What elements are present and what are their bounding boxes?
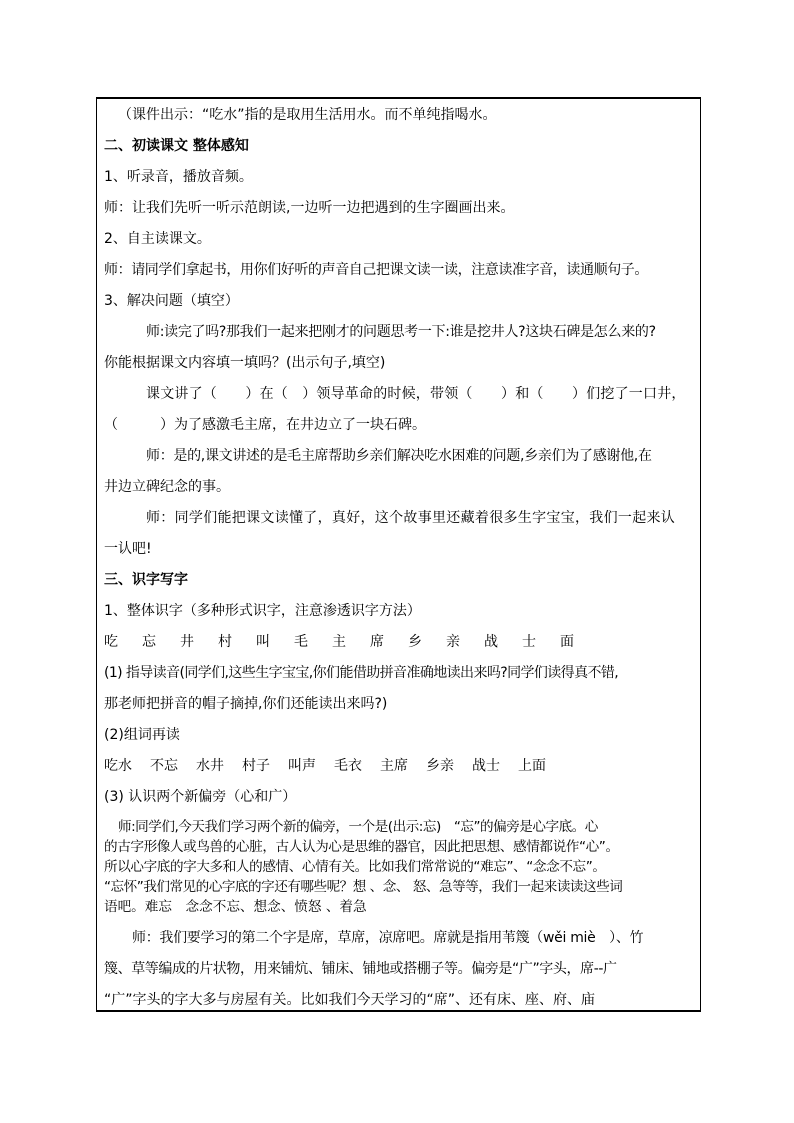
step-listen: 1、听录音，播放音频。 [104, 169, 253, 185]
radical-paragraph: “忘怀”我们常见的心字底的字还有哪些呢？想 、念、 怒、急等等，我们一起来读读这些词 [104, 879, 623, 895]
radical-paragraph: 语吧。难忘 念念不忘、想念、愤怒 、着急 [104, 899, 367, 915]
teacher-line: 一认吧! [104, 541, 152, 557]
step-read: 2、自主读课文。 [104, 231, 211, 247]
character-item: 面 [560, 634, 574, 650]
character-item: 毛 [294, 634, 308, 650]
teacher-line: 篾、草等编成的片状物，用来铺炕、铺床、铺地或搭棚子等。偏旁是“广”字头，席--广 [104, 961, 617, 977]
character-item: 主 [332, 634, 346, 650]
section-heading-3: 三、识字写字 [104, 572, 188, 588]
word-item: 吃水 [104, 758, 132, 774]
character-item: 吃 [104, 634, 118, 650]
step-pronunciation: (1) 指导读音(同学们,这些生字宝宝,你们能借助拼音准确地读出来吗?同学们读得真不错, [104, 665, 619, 681]
teacher-line: 师：让我们先听一听示范朗读,一边听一边把遇到的生字圈画出来。 [104, 200, 515, 216]
radical-paragraph: 所以心字底的字大多和人的感情、心情有关。比如我们常常说的“难忘”、“念念不忘”。 [104, 859, 606, 875]
word-item: 主席 [380, 758, 408, 774]
courseware-note: （课件出示：“吃水”指的是取用生活用水。而不单纯指喝水。 [118, 107, 497, 123]
teacher-line: 师：请同学们拿起书，用你们好听的声音自己把课文读一读，注意读准字音，读通顺句子。 [104, 262, 648, 278]
word-item: 战士 [472, 758, 500, 774]
step-words: (2)组词再读 [104, 727, 180, 743]
teacher-line: 师：我们要学习的第二个字是席，草席，凉席吧。席就是指用苇篾（wěi miè ）、竹 [132, 930, 644, 946]
character-item: 村 [218, 634, 232, 650]
teacher-line: 师：同学们能把课文读懂了，真好，这个故事里还藏着很多生字宝宝，我们一起来认 [146, 510, 676, 526]
character-item: 井 [180, 634, 194, 650]
step-solve: 3、解决问题（填空） [104, 293, 239, 309]
character-item: 乡 [408, 634, 422, 650]
character-item: 亲 [446, 634, 460, 650]
word-item: 村子 [242, 758, 270, 774]
fill-blank-sentence: （ ）为了感激毛主席，在井边立了一块石碑。 [104, 417, 426, 433]
radical-paragraph: 的古字形像人或鸟兽的心脏，古人认为心是思维的器官，因此把思想、感情都说作“心”。 [104, 839, 619, 855]
teacher-line: 师:读完了吗?那我们一起来把刚才的问题思考一下:谁是挖井人?这块石碑是怎么来的? [146, 324, 656, 340]
word-item: 毛衣 [334, 758, 362, 774]
word-item: 乡亲 [426, 758, 454, 774]
word-item: 水井 [196, 758, 224, 774]
section-heading-2: 二、初读课文 整体感知 [104, 138, 249, 154]
fill-blank-sentence: 课文讲了（ ）在（ ）领导革命的时候，带领（ ）和（ ）们挖了一口井， [146, 386, 686, 402]
step-radicals: (3) 认识两个新偏旁（心和广） [104, 789, 297, 805]
character-item: 叫 [256, 634, 270, 650]
teacher-line: 井边立碑纪念的事。 [104, 479, 230, 495]
teacher-line: 师：是的,课文讲述的是毛主席帮助乡亲们解决吃水困难的问题,乡亲们为了感谢他,在 [146, 448, 652, 464]
word-item: 不忘 [150, 758, 178, 774]
word-item: 叫声 [288, 758, 316, 774]
teacher-line: 你能根据课文内容填一填吗？(出示句子,填空) [104, 355, 386, 371]
word-list [104, 751, 696, 782]
radical-paragraph: 师:同学们,今天我们学习两个新的偏旁，一个是(出示:忘) “忘”的偏旁是心字底。心 [118, 819, 598, 835]
character-item: 席 [370, 634, 384, 650]
character-item: 忘 [142, 634, 156, 650]
document-body [104, 100, 696, 1016]
word-item: 上面 [518, 758, 546, 774]
step-recognize: 1、整体识字（多种形式识字，注意渗透识字方法） [104, 603, 421, 619]
teacher-line: “广”字头的字大多与房屋有关。比如我们今天学习的“席”、还有床、座、府、庙 [104, 992, 596, 1008]
step-pronunciation-cont: 那老师把拼音的帽子摘掉,你们还能读出来吗?) [104, 696, 388, 712]
character-item: 战 [484, 634, 498, 650]
character-item: 士 [522, 634, 536, 650]
character-list [104, 627, 696, 658]
